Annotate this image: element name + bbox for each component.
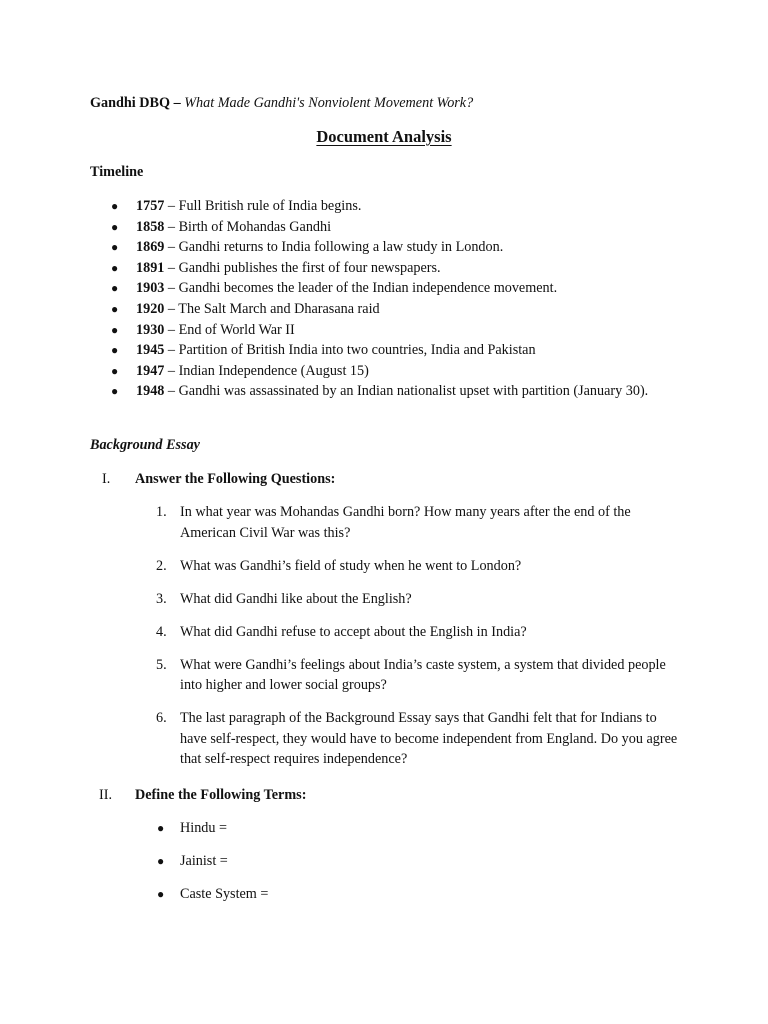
timeline-text: – Gandhi publishes the first of four newspapers. [164,259,441,276]
term-item [135,851,680,884]
term-label: Hindu = [180,820,228,836]
header-label: Gandhi DBQ – [90,95,185,111]
question-number: 1. [156,504,167,520]
timeline-item [90,320,690,341]
timeline-year: 1858 [136,218,165,235]
term-list [135,818,680,917]
timeline-text: – Indian Independence (August 15) [164,362,369,379]
timeline-text: – Gandhi was assassinated by an Indian nationalist upset with partition (January 30). [164,383,649,400]
question-item [135,655,680,696]
question-item [135,622,680,643]
timeline-text: – Birth of Mohandas Gandhi [164,218,332,235]
question-text: What did Gandhi like about the English? [180,590,412,607]
question-item [135,708,680,770]
timeline-year: 1930 [136,321,165,338]
timeline-heading: Timeline [90,164,144,180]
timeline-year: 1947 [136,362,165,379]
section-number: I. [102,471,111,487]
timeline-text: – Gandhi becomes the leader of the Indian independence movement. [164,280,558,297]
bullet-icon: ● [111,281,119,296]
bullet-icon: ● [157,821,165,835]
bullet-icon: ● [111,219,119,234]
question-number: 5. [156,656,167,673]
bullet-icon: ● [111,343,119,358]
timeline-item [90,196,690,217]
term-label: Caste System = [180,886,269,902]
question-list [135,502,680,782]
question-text: In what year was Mohandas Gandhi born? How many years after the end of the American Civil War was this? [180,504,631,541]
header-subtitle: What Made Gandhi's Nonviolent Movement Work? [184,95,474,111]
timeline-year: 1903 [136,280,165,297]
bullet-icon: ● [157,854,165,868]
page-title: Document Analysis [316,127,452,146]
timeline-text: – Partition of British India into two countries, India and Pakistan [164,342,536,359]
question-text: What was Gandhi’s field of study when he went to London? [180,557,522,574]
section-title: Define the Following Terms: [135,787,307,803]
term-label: Jainist = [180,853,228,869]
bullet-icon: ● [111,260,119,275]
question-item [135,589,680,610]
timeline-year: 1948 [136,383,165,400]
timeline-text: – Gandhi returns to India following a law study in London. [164,239,504,256]
question-number: 4. [156,623,167,640]
question-text: The last paragraph of the Background Essay says that Gandhi felt that for Indians to have self-respect, they would have to become independent from England. Do you agree that self-respect requires independence? [180,710,678,768]
bullet-icon: ● [111,240,119,255]
timeline-year: 1869 [136,239,165,256]
bullet-icon: ● [111,199,119,213]
timeline-text: – Full British rule of India begins. [164,198,362,214]
question-number: 3. [156,590,167,607]
question-item [135,502,680,543]
timeline-text: – The Salt March and Dharasana raid [164,300,380,317]
timeline-item [90,299,690,320]
bullet-icon: ● [111,322,119,337]
timeline-item [90,381,690,402]
timeline-item [90,237,690,258]
timeline-year: 1920 [136,300,165,317]
question-text: What were Gandhi’s feelings about India’s caste system, a system that divided people into higher and lower social groups? [180,656,666,694]
timeline-item [90,278,690,299]
term-item [135,884,680,917]
timeline-year: 1757 [136,198,165,214]
timeline-list [90,196,690,402]
timeline-text: – End of World War II [164,321,295,338]
bullet-icon: ● [111,301,119,316]
bullet-icon: ● [157,887,165,901]
timeline-year: 1891 [136,259,165,276]
bullet-icon: ● [111,384,119,399]
section-title: Answer the Following Questions: [135,471,336,487]
timeline-item [90,217,690,238]
question-number: 6. [156,710,167,727]
question-number: 2. [156,557,167,574]
question-text: What did Gandhi refuse to accept about the English in India? [180,623,527,640]
background-essay-heading: Background Essay [90,437,200,453]
term-item [135,818,680,851]
question-item [135,556,680,577]
timeline-item [90,361,690,382]
timeline-item [90,340,690,361]
bullet-icon: ● [111,363,119,378]
timeline-year: 1945 [136,342,165,359]
worksheet-header [90,93,473,114]
section-number: II. [99,787,112,803]
timeline-item [90,258,690,279]
